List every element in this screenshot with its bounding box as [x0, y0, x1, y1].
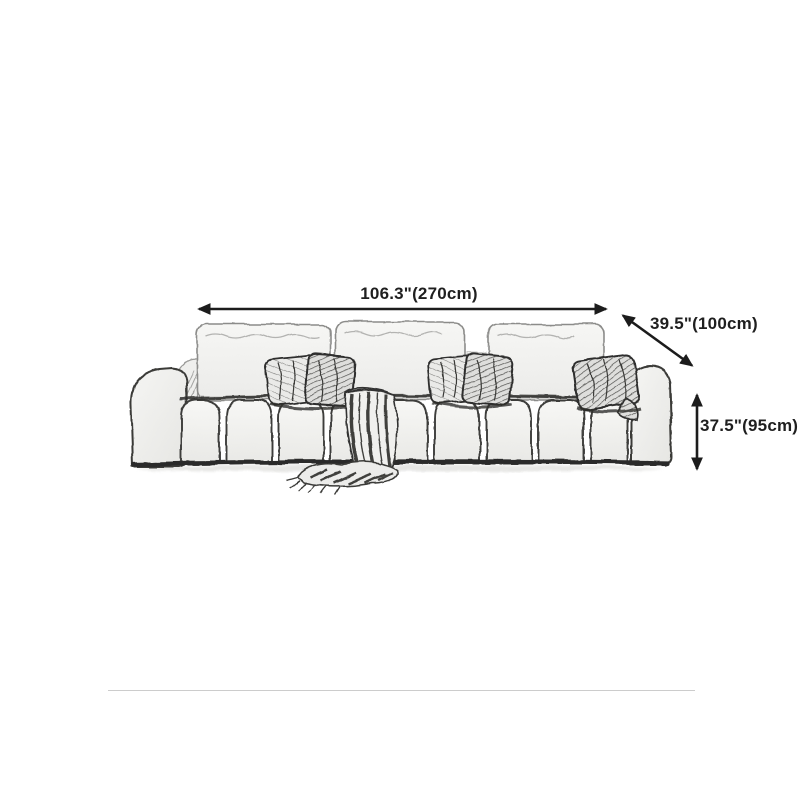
width-dimension-label: 106.3"(270cm): [360, 284, 478, 303]
throw-pillow-pair-right: [427, 353, 513, 408]
floor-shadow: [138, 465, 662, 472]
seat-segments: [182, 400, 628, 463]
sofa-sketch-group: [131, 322, 672, 495]
depth-dimension-label: 39.5"(100cm): [650, 314, 758, 333]
back-cushions: [197, 322, 604, 400]
footer-divider: [108, 690, 695, 691]
height-dimension-label: 37.5"(95cm): [700, 416, 799, 435]
throw-pillow: [462, 353, 514, 407]
throw-pillow-pair-left: [265, 353, 356, 408]
sofa-arm-left: [131, 368, 187, 466]
